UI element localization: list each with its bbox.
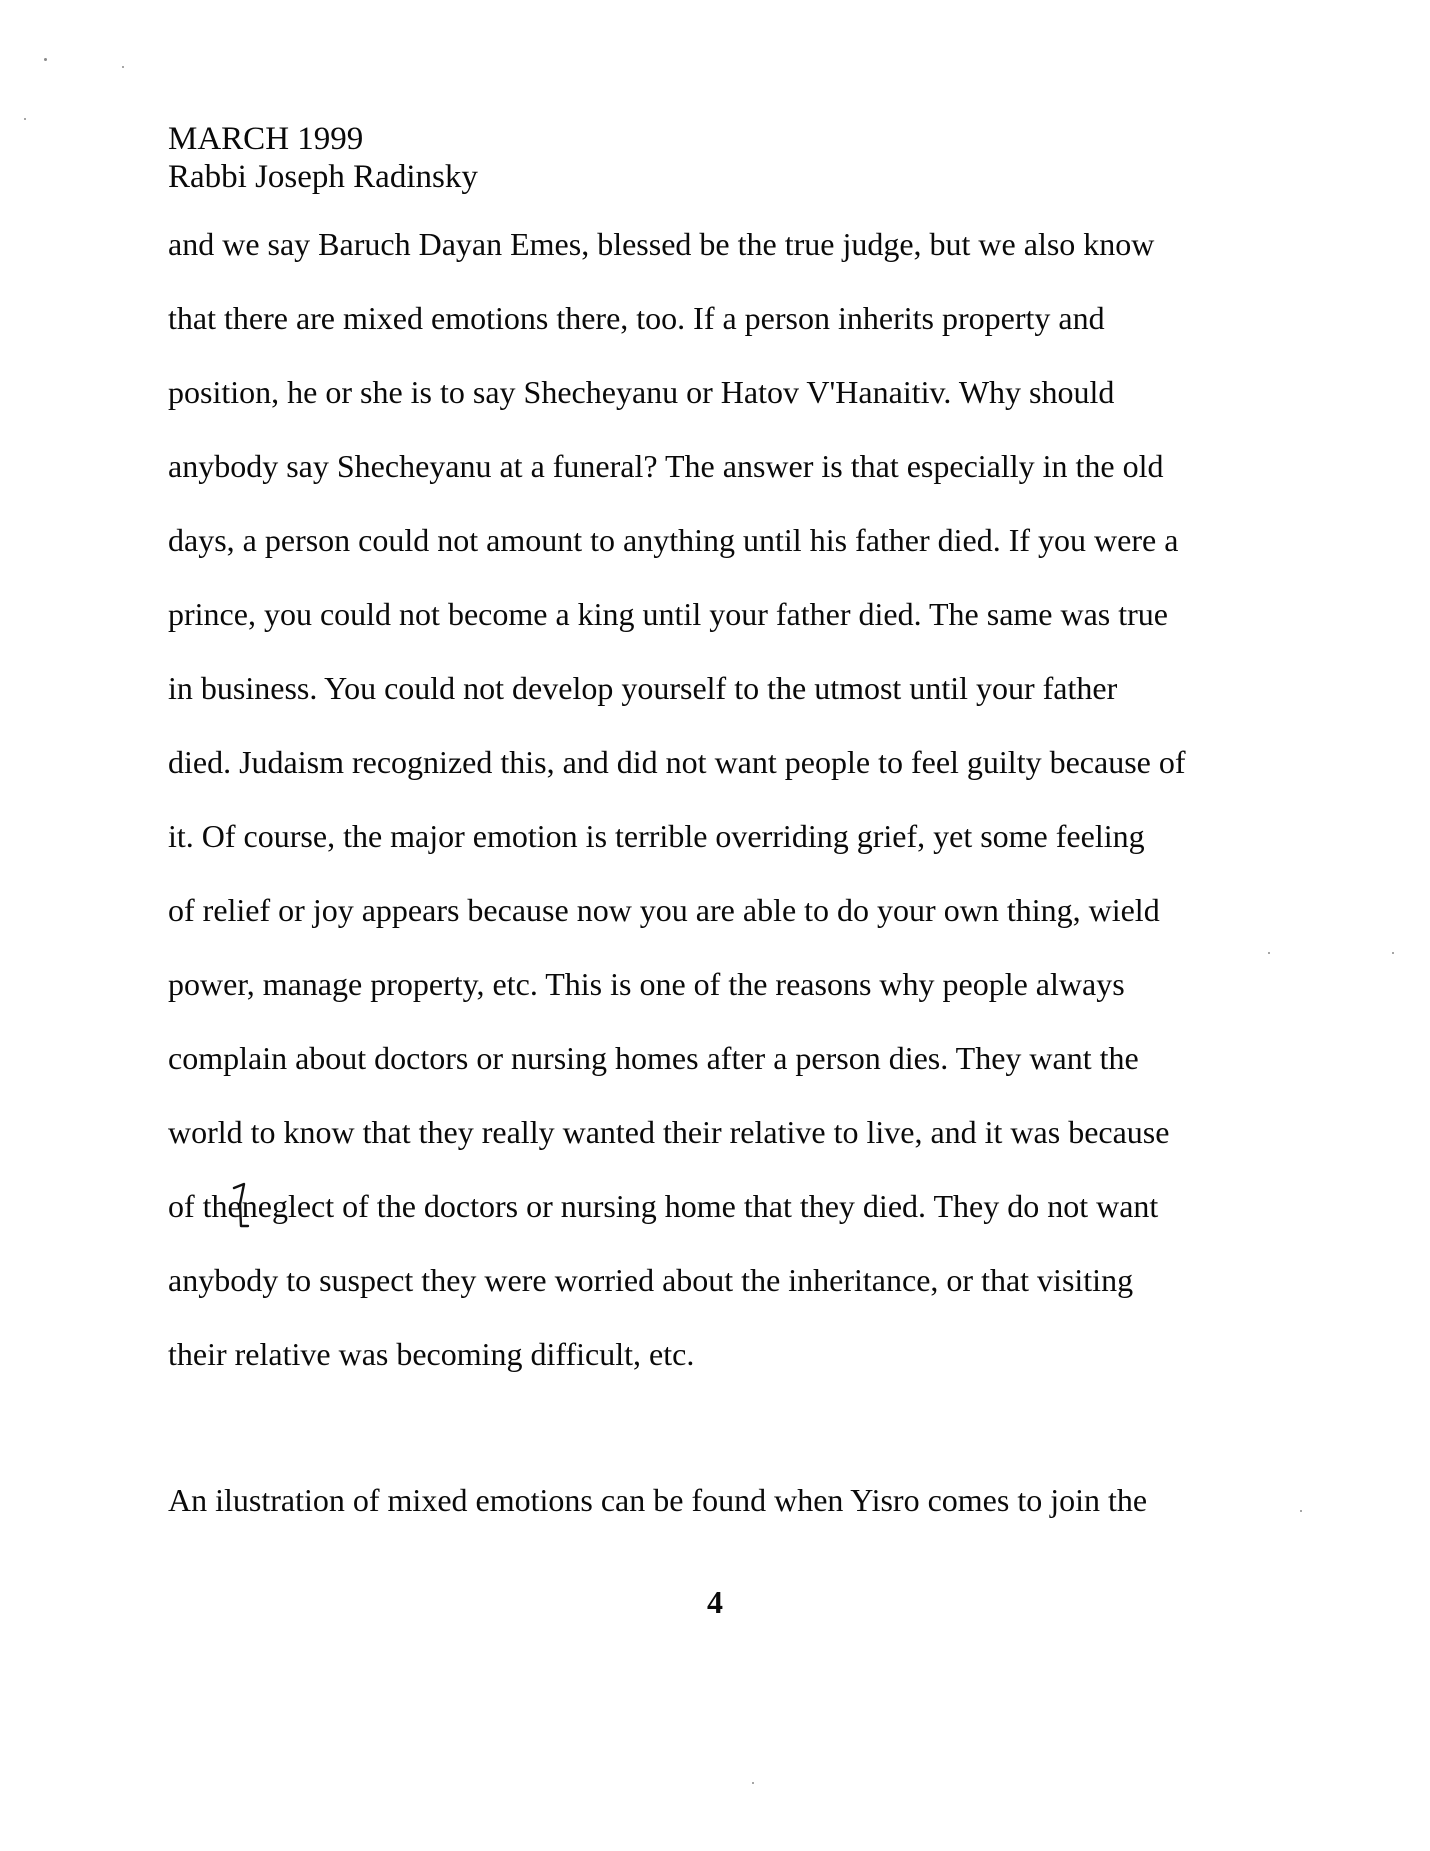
- body-line: their relative was becoming difficult, etc.: [168, 1336, 695, 1372]
- body-line: prince, you could not become a king until your father died. The same was true: [168, 596, 1168, 632]
- page-number: 4: [707, 1584, 723, 1620]
- scan-speck: [44, 58, 47, 61]
- header-author: Rabbi Joseph Radinsky: [168, 159, 478, 195]
- handwritten-insert-mark: [230, 1182, 250, 1230]
- scan-speck: [1268, 952, 1270, 954]
- scan-speck: [1300, 1510, 1302, 1512]
- scan-speck: [24, 118, 26, 120]
- scan-speck: [752, 1782, 754, 1784]
- body-line: and we say Baruch Dayan Emes, blessed be the true judge, but we also know: [168, 226, 1155, 262]
- body-line: that there are mixed emotions there, too. If a person inherits property and: [168, 300, 1105, 336]
- body-line: anybody say Shecheyanu at a funeral? The answer is that especially in the old: [168, 448, 1164, 484]
- body-line: in business. You could not develop yourself to the utmost until your father: [168, 670, 1118, 706]
- scan-speck: [1392, 952, 1394, 954]
- body-line: complain about doctors or nursing homes after a person dies. They want the: [168, 1040, 1139, 1076]
- body-line: of theneglect of the doctors or nursing home that they died. They do not want: [168, 1188, 1159, 1224]
- header-date: MARCH 1999: [168, 121, 364, 157]
- body-line: days, a person could not amount to anything until his father died. If you were a: [168, 522, 1179, 558]
- scan-speck: [122, 66, 124, 68]
- body-line: of relief or joy appears because now you are able to do your own thing, wield: [168, 892, 1160, 928]
- body-line: world to know that they really wanted their relative to live, and it was because: [168, 1114, 1170, 1150]
- body-line: power, manage property, etc. This is one of the reasons why people always: [168, 966, 1125, 1002]
- body-line: position, he or she is to say Shecheyanu or Hatov V'Hanaitiv. Why should: [168, 374, 1115, 410]
- body-line: it. Of course, the major emotion is terrible overriding grief, yet some feeling: [168, 818, 1145, 854]
- document-header: [168, 120, 478, 196]
- paragraph-2-line: An ilustration of mixed emotions can be found when Yisro comes to join the: [168, 1482, 1148, 1518]
- body-line: died. Judaism recognized this, and did not want people to feel guilty because of: [168, 744, 1186, 780]
- body-line: anybody to suspect they were worried about the inheritance, or that visiting: [168, 1262, 1134, 1298]
